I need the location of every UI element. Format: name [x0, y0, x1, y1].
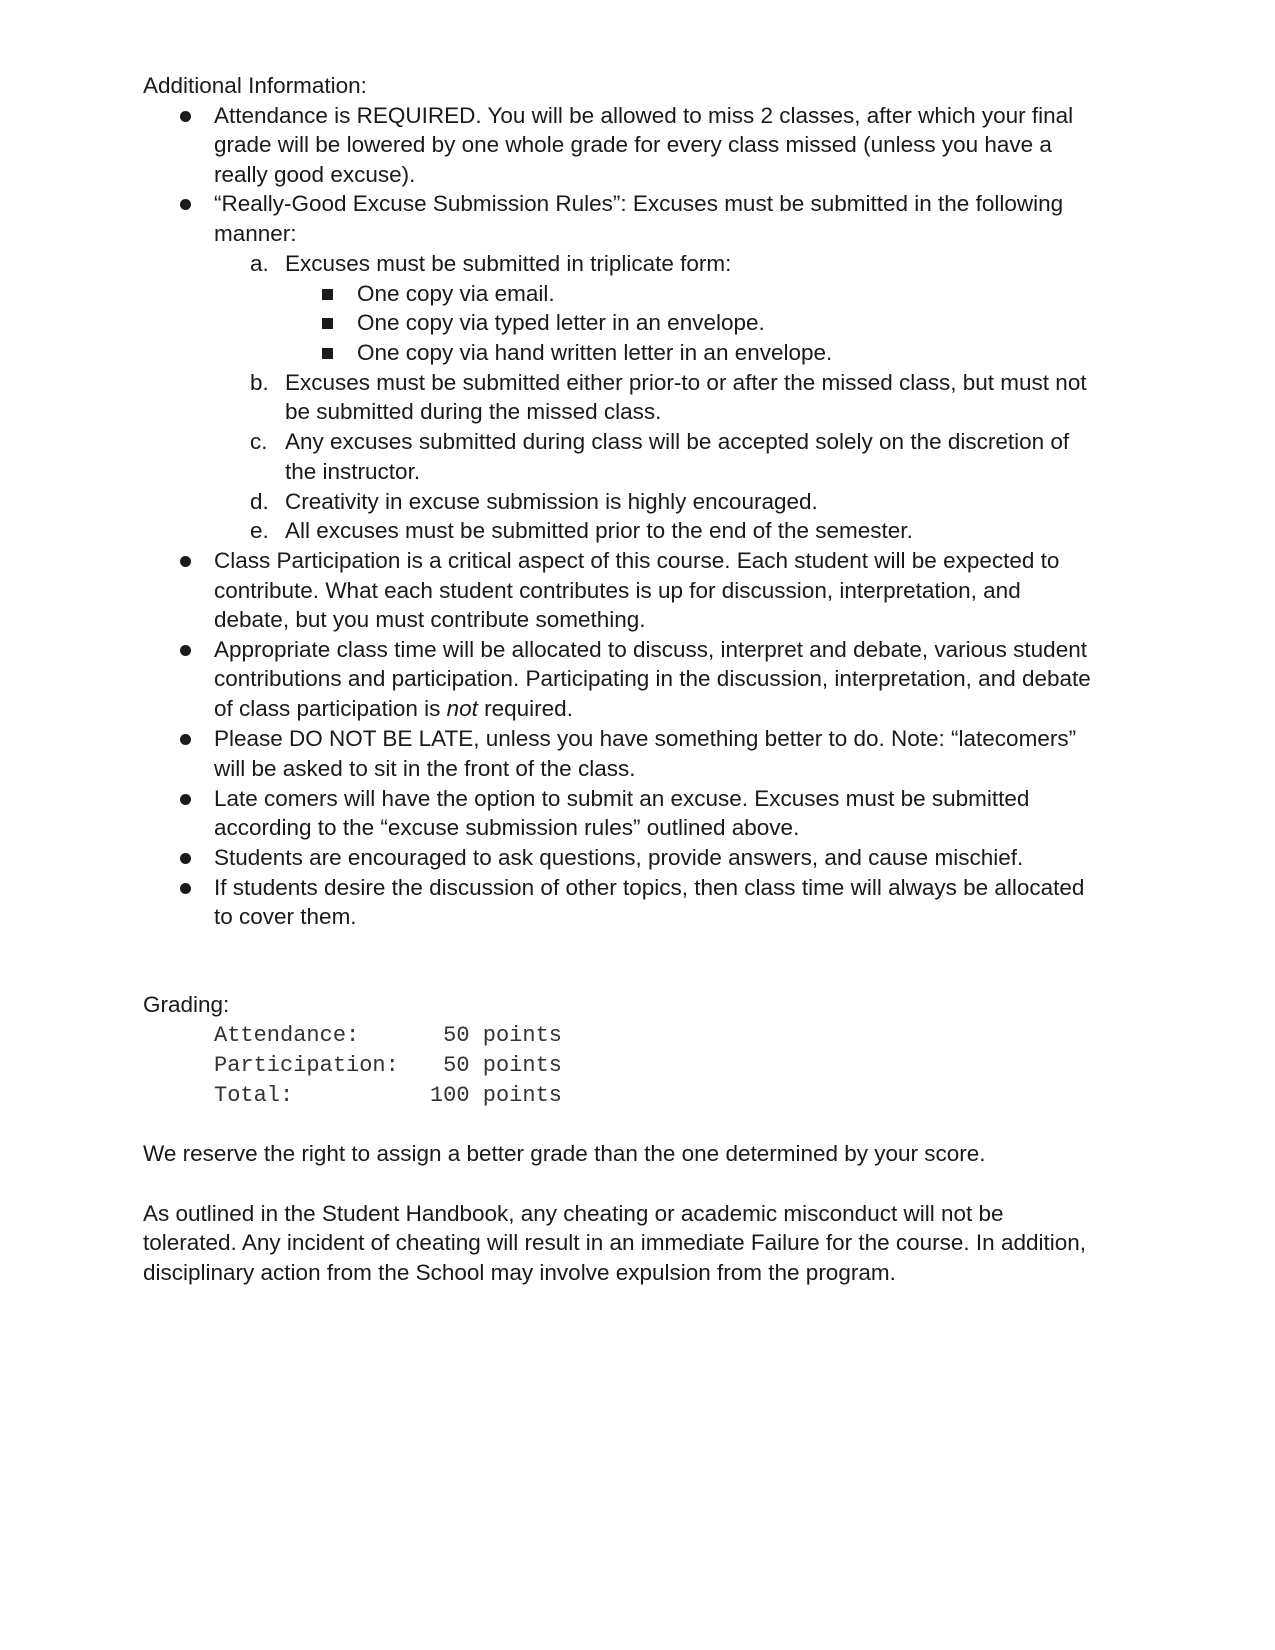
square-bullet: [322, 318, 333, 329]
rule-a-sub-3: One copy via hand written letter in an envelope.: [357, 340, 833, 365]
bullet-attendance-line-3: really good excuse).: [214, 162, 416, 187]
misconduct-paragraph-line-3: disciplinary action from the School may involve expulsion from the program.: [143, 1260, 896, 1285]
rule-e-text: All excuses must be submitted prior to the end of the semester.: [285, 518, 913, 543]
bullet-attendance-line-1: Attendance is REQUIRED. You will be allowed to miss 2 classes, after which your final: [214, 103, 1074, 128]
bullet-dot: [180, 794, 191, 805]
grading-label-attendance: Attendance:: [214, 1023, 360, 1048]
bullet-questions: Students are encouraged to ask questions, provide answers, and cause mischief.: [214, 845, 1024, 870]
grade-policy-paragraph: We reserve the right to assign a better grade than the one determined by your score.: [143, 1141, 986, 1166]
bullet-dot: [180, 853, 191, 864]
rule-d-marker: d.: [250, 489, 269, 514]
bullet-attendance-line-2: grade will be lowered by one whole grade for every class missed (unless you have a: [214, 132, 1052, 157]
emphasis-not: not: [446, 696, 478, 721]
bullet-dot: [180, 111, 191, 122]
grading-label-total: Total:: [214, 1083, 294, 1108]
bullet-excuse-rules-line-2: manner:: [214, 221, 297, 246]
bullet-latecomers-line-2: according to the “excuse submission rules” outlined above.: [214, 815, 800, 840]
bullet-class-time-line-3: of class participation is not required.: [214, 696, 573, 721]
bullet-dot: [180, 883, 191, 894]
bullet-class-time-line-1: Appropriate class time will be allocated to discuss, interpret and debate, various student: [214, 637, 1087, 662]
grading-value-total: 100 points: [429, 1083, 562, 1108]
bullet-dot: [180, 734, 191, 745]
bullet-latecomers-line-1: Late comers will have the option to submit an excuse. Excuses must be submitted: [214, 786, 1030, 811]
rule-a-sub-2: One copy via typed letter in an envelope.: [357, 310, 765, 335]
rule-e-marker: e.: [250, 518, 269, 543]
rule-a-sub-1: One copy via email.: [357, 281, 555, 306]
rule-d-text: Creativity in excuse submission is highly encouraged.: [285, 489, 818, 514]
bullet-dot: [180, 199, 191, 210]
grading-label-participation: Participation:: [214, 1053, 399, 1078]
bullet-excuse-rules-line-1: “Really-Good Excuse Submission Rules”: Excuses must be submitted in the following: [214, 191, 1064, 216]
bullet-participation-line-1: Class Participation is a critical aspect of this course. Each student will be expected to: [214, 548, 1060, 573]
bullet-class-time-line-2: contributions and participation. Participating in the discussion, interpretation, and debate: [214, 666, 1091, 691]
bullet-participation-line-3: debate, but you must contribute something.: [214, 607, 646, 632]
rule-c-line-2: the instructor.: [285, 459, 421, 484]
rule-b-marker: b.: [250, 370, 269, 395]
bullet-topics-line-1: If students desire the discussion of other topics, then class time will always be allocated: [214, 875, 1085, 900]
bullet-dot: [180, 645, 191, 656]
rule-c-marker: c.: [250, 429, 268, 454]
bullet-participation-line-2: contribute. What each student contributes is up for discussion, interpretation, and: [214, 578, 1021, 603]
rule-b-line-1: Excuses must be submitted either prior-to or after the missed class, but must not: [285, 370, 1087, 395]
misconduct-paragraph-line-1: As outlined in the Student Handbook, any cheating or academic misconduct will not be: [143, 1201, 1004, 1226]
rule-c-line-1: Any excuses submitted during class will be accepted solely on the discretion of: [285, 429, 1070, 454]
grading-value-attendance: 50 points: [443, 1023, 562, 1048]
rule-a-text: Excuses must be submitted in triplicate form:: [285, 251, 732, 276]
additional-info-heading: Additional Information:: [143, 73, 367, 98]
grading-heading: Grading:: [143, 992, 230, 1017]
rule-a-marker: a.: [250, 251, 269, 276]
bullet-dot: [180, 556, 191, 567]
square-bullet: [322, 348, 333, 359]
misconduct-paragraph-line-2: tolerated. Any incident of cheating will result in an immediate Failure for the course. In addition,: [143, 1230, 1087, 1255]
bullet-late-line-1: Please DO NOT BE LATE, unless you have something better to do. Note: “latecomers”: [214, 726, 1077, 751]
bullet-topics-line-2: to cover them.: [214, 904, 357, 929]
bullet-late-line-2: will be asked to sit in the front of the class.: [214, 756, 636, 781]
square-bullet: [322, 289, 333, 300]
grading-value-participation: 50 points: [443, 1053, 562, 1078]
rule-b-line-2: be submitted during the missed class.: [285, 399, 662, 424]
